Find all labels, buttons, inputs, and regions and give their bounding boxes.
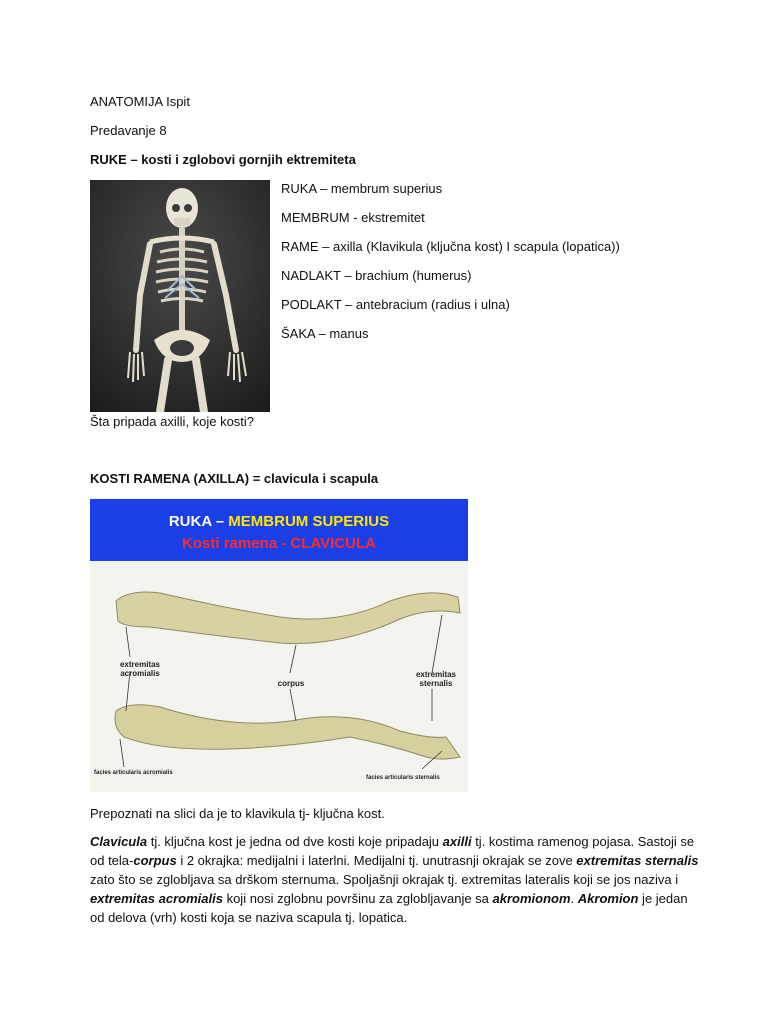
figure-title-yellow: MEMBRUM SUPERIUS [228, 513, 390, 530]
doc-title: ANATOMIJA Ispit [90, 94, 190, 109]
section-heading-arms: RUKE – kosti i zglobovi gornjih ektremiteta [90, 152, 356, 167]
clavicula-figure [90, 499, 468, 792]
figure-subtitle: Kosti ramena - CLAVICULA [182, 535, 376, 552]
para-text: tj. ključna kost je jedna od dve kosti koje pripadaju [147, 834, 443, 849]
label-corpus: corpus [277, 679, 305, 688]
label-extremitas-acromialis: extremitas acromialis [119, 660, 161, 678]
figure-title-white: RUKA – [168, 513, 229, 530]
para-text: tj. kostima ramenog pojasa. Sastoji se od tela- [90, 834, 695, 868]
lecture-number: Predavanje 8 [90, 123, 167, 138]
clavicula-paragraph [90, 832, 705, 927]
term-extremitas-sternalis: extremitas sternalis [576, 853, 699, 868]
para-text: . [570, 891, 578, 906]
figure-title [90, 513, 468, 530]
list-item: NADLAKT – brachium (humerus) [281, 268, 472, 283]
list-item: RAME – axilla (Klavikula (ključna kost) I scapula (lopatica)) [281, 239, 620, 254]
para-text: i 2 okrajka: medijalni i laterlni. Medijalni tj. unutrasnji okrajak se zove [176, 853, 577, 868]
term-extremitas-acromialis: extremitas acromialis [90, 891, 223, 906]
term-akromion: Akromion [577, 891, 639, 906]
list-item: MEMBRUM - ekstremitet [281, 210, 425, 225]
list-item: ŠAKA – manus [281, 326, 369, 341]
para-text: koji nosi zglobnu površinu za zglobljavanje sa [222, 891, 493, 906]
section-heading-shoulder: KOSTI RAMENA (AXILLA) = clavicula i scapula [90, 471, 379, 486]
skeleton-image [90, 180, 270, 412]
label-extremitas-sternalis: extremitas sternalis [415, 670, 457, 688]
term-akromionom: akromionom [492, 891, 571, 906]
term-clavicula: Clavicula [90, 834, 148, 849]
term-axilli: axilli [442, 834, 472, 849]
definitions-list [281, 181, 620, 355]
label-facies-acromialis: facies articularis acromialis [94, 770, 173, 776]
para-text: zato što se zglobljava sa drškom sternuma. Spoljašnji okrajak tj. extremitas lateralis koji se jos naziva i [90, 872, 679, 887]
term-corpus: corpus [133, 853, 177, 868]
list-item: RUKA – membrum superius [281, 181, 443, 196]
para-text: je jedan od delova (vrh) kosti koja se naziva scapula tj. lopatica. [90, 891, 688, 925]
label-facies-sternalis: facies articularis sternalis [366, 775, 440, 781]
recognize-text: Prepoznati na slici da je to klavikula tj- ključna kost. [90, 806, 385, 821]
figure-header [90, 499, 468, 561]
question-text: Šta pripada axilli, koje kosti? [90, 414, 255, 429]
list-item: PODLAKT – antebracium (radius i ulna) [281, 297, 510, 312]
